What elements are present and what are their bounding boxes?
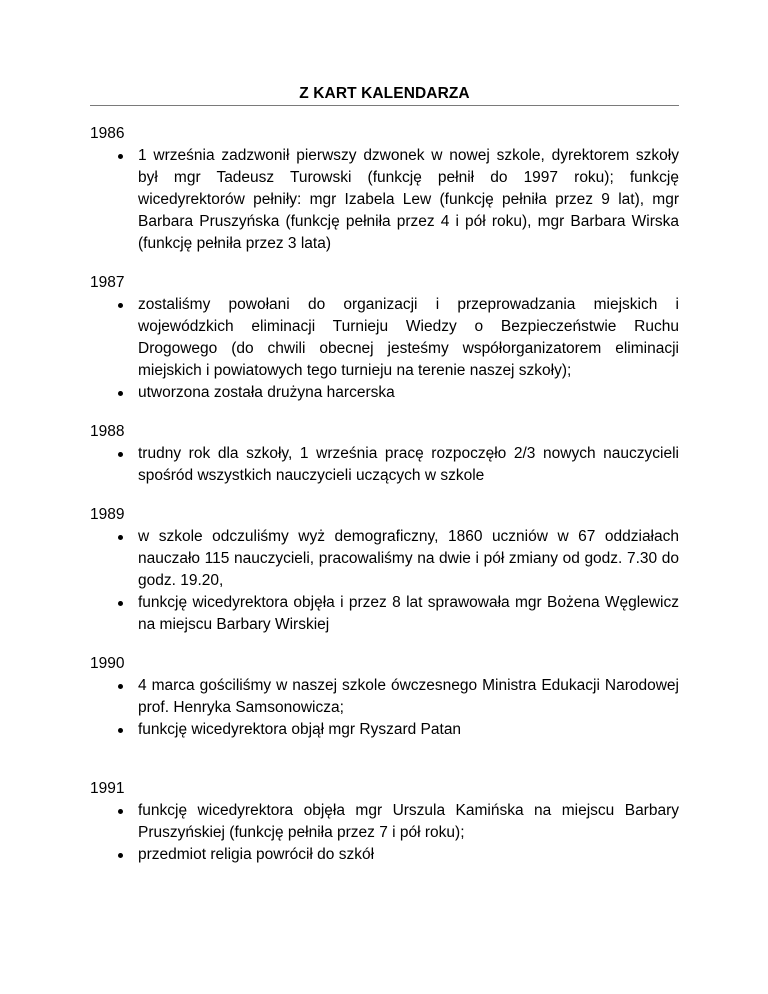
list-item: przedmiot religia powrócił do szkół — [90, 844, 679, 866]
bullet-list — [90, 145, 679, 255]
list-item: zostaliśmy powołani do organizacji i przeprowadzania miejskich i wojewódzkich eliminacji Turnieju Wiedzy o Bezpieczeństwie Ruchu Drogowego (do chwili obecnej jesteśmy współorganizatorem eliminacji miejskich i powiatowych tego turnieju na terenie naszej szkoły); — [90, 294, 679, 382]
list-item: utworzona została drużyna harcerska — [90, 382, 679, 404]
year-section-1990 — [90, 653, 679, 741]
list-item: 1 września zadzwonił pierwszy dzwonek w nowej szkole, dyrektorem szkoły był mgr Tadeusz Turowski (funkcję pełnił do 1997 roku); funkcję wicedyrektorów pełniły: mgr Izabela Lew (funkcję pełniła przez 9 lat), mgr Barbara Pruszyńska (funkcję pełniła przez 4 i pół roku), mgr Barbara Wirska (funkcję pełniła przez 3 lata) — [90, 145, 679, 255]
year-heading: 1990 — [90, 655, 125, 672]
year-section-1989 — [90, 504, 679, 636]
list-item: w szkole odczuliśmy wyż demograficzny, 1860 uczniów w 67 oddziałach nauczało 115 nauczycieli, pracowaliśmy na dwie i pół zmiany od godz. 7.30 do godz. 19.20, — [90, 526, 679, 592]
title-rule — [90, 85, 679, 106]
year-heading: 1987 — [90, 274, 125, 291]
year-heading: 1988 — [90, 423, 125, 440]
year-heading: 1989 — [90, 506, 125, 523]
year-section-1987 — [90, 272, 679, 404]
bullet-list — [90, 675, 679, 741]
bullet-list — [90, 443, 679, 487]
list-item: funkcję wicedyrektora objęła mgr Urszula Kamińska na miejscu Barbary Pruszyńskiej (funkcję pełniła przez 7 i pół roku); — [90, 800, 679, 844]
year-heading: 1986 — [90, 125, 125, 142]
page-title: Z KART KALENDARZA — [299, 85, 470, 102]
list-item: funkcję wicedyrektora objął mgr Ryszard Patan — [90, 719, 679, 741]
year-section-1986 — [90, 123, 679, 255]
bullet-list — [90, 294, 679, 404]
bullet-list — [90, 800, 679, 866]
bullet-list — [90, 526, 679, 636]
year-section-1988 — [90, 421, 679, 487]
year-heading: 1991 — [90, 780, 125, 797]
list-item: trudny rok dla szkoły, 1 września pracę rozpoczęło 2/3 nowych nauczycieli spośród wszystkich nauczycieli uczących w szkole — [90, 443, 679, 487]
list-item: funkcję wicedyrektora objęła i przez 8 lat sprawowała mgr Bożena Węglewicz na miejscu Barbary Wirskiej — [90, 592, 679, 636]
list-item: 4 marca gościliśmy w naszej szkole ówczesnego Ministra Edukacji Narodowej prof. Henryka Samsonowicza; — [90, 675, 679, 719]
year-section-1991 — [90, 778, 679, 866]
document-page — [90, 0, 679, 866]
